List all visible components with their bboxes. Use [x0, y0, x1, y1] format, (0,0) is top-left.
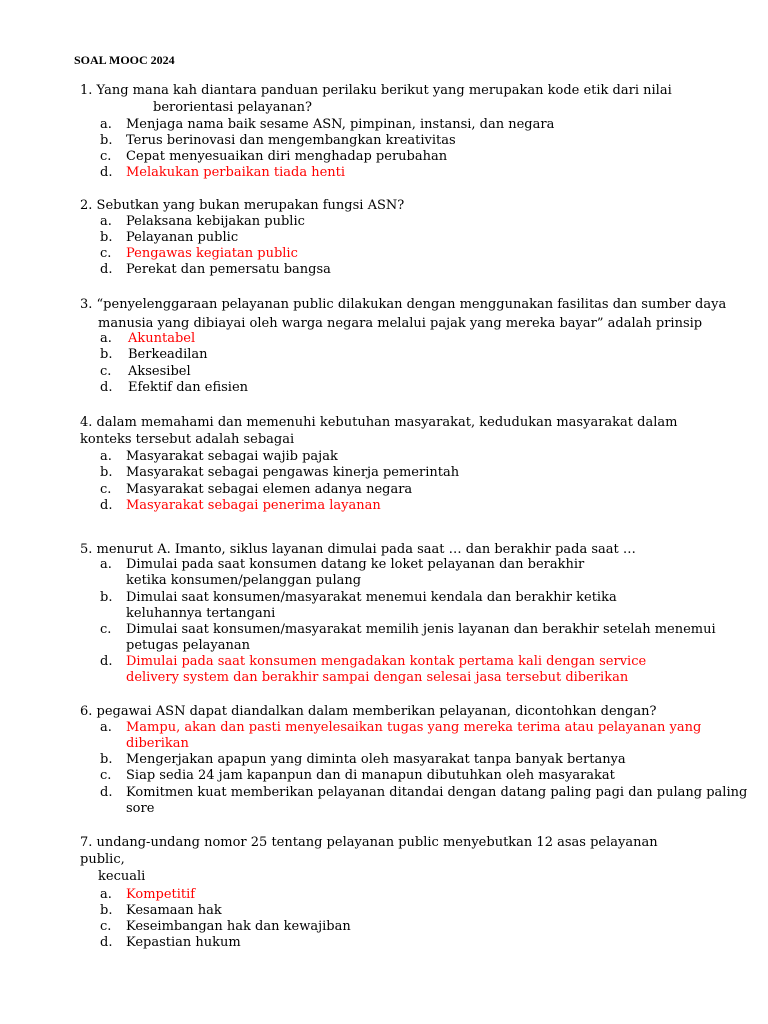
option-letter: b.: [100, 465, 113, 480]
option-text: Mengerjakan apapun yang diminta oleh masyarakat tanpa banyak bertanya: [126, 752, 626, 767]
option-text: Terus berinovasi dan mengembangkan kreativitas: [126, 133, 456, 148]
question-4-text: 4. dalam memahami dan memenuhi kebutuhan masyarakat, kedudukan masyarakat dalam: [80, 415, 678, 430]
option-text: Siap sedia 24 jam kapanpun dan di manapun dibutuhkan oleh masyarakat: [126, 768, 615, 783]
option-text: petugas pelayanan: [126, 638, 251, 653]
option-letter: c.: [100, 622, 112, 637]
option-letter: c.: [100, 768, 112, 783]
correct-answer-text: diberikan: [126, 736, 189, 751]
correct-answer-text: Dimulai pada saat konsumen mengadakan kontak pertama kali dengan service: [126, 654, 647, 669]
correct-answer-text: Pengawas kegiatan public: [126, 246, 298, 261]
correct-answer-text: Akuntabel: [128, 331, 196, 346]
question-3-text: manusia yang dibiayai oleh warga negara melalui pajak yang mereka bayar” adalah prinsip: [98, 316, 703, 331]
correct-answer-text: delivery system dan berakhir sampai dengan selesai jasa tersebut diberikan: [126, 670, 629, 685]
option-letter: a.: [100, 720, 112, 735]
option-text: Masyarakat sebagai pengawas kinerja pemerintah: [126, 465, 460, 480]
option-text: sore: [126, 801, 155, 816]
option-text: Masyarakat sebagai elemen adanya negara: [126, 482, 413, 497]
option-text: Dimulai saat konsumen/masyarakat menemui kendala dan berakhir ketika: [126, 590, 617, 605]
option-letter: c.: [100, 364, 112, 379]
question-7-text: 7. undang-undang nomor 25 tentang pelayanan public menyebutkan 12 asas pelayanan: [80, 835, 658, 850]
option-text: Kesamaan hak: [126, 903, 222, 918]
option-letter: a.: [100, 214, 112, 229]
option-letter: c.: [100, 482, 112, 497]
question-5-text: 5. menurut A. Imanto, siklus layanan dimulai pada saat … dan berakhir pada saat …: [80, 542, 636, 557]
question-6-text: 6. pegawai ASN dapat diandalkan dalam memberikan pelayanan, dicontohkan dengan?: [80, 704, 657, 719]
option-text: Aksesibel: [128, 364, 191, 379]
option-text: Kepastian hukum: [126, 935, 241, 950]
correct-answer-text: Melakukan perbaikan tiada henti: [126, 165, 346, 180]
option-letter: a.: [100, 449, 112, 464]
question-4-text: konteks tersebut adalah sebagai: [80, 432, 295, 447]
option-letter: d.: [100, 165, 113, 180]
option-letter: d.: [100, 935, 113, 950]
option-text: keluhannya tertangani: [126, 606, 276, 621]
option-text: Menjaga nama baik sesame ASN, pimpinan, instansi, dan negara: [126, 117, 555, 132]
correct-answer-text: Mampu, akan dan pasti menyelesaikan tugas yang mereka terima atau pelayanan yang: [126, 720, 702, 735]
option-text: Cepat menyesuaikan diri menghadap perubahan: [126, 149, 448, 164]
option-letter: a.: [100, 887, 112, 902]
question-1-text: berorientasi pelayanan?: [153, 100, 312, 115]
option-letter: c.: [100, 919, 112, 934]
option-text: Komitmen kuat memberikan pelayanan ditandai dengan datang paling pagi dan pulang paling: [126, 785, 748, 800]
option-letter: d.: [100, 654, 113, 669]
option-letter: c.: [100, 246, 112, 261]
option-letter: b.: [100, 903, 113, 918]
option-letter: a.: [100, 557, 112, 572]
correct-answer-text: Masyarakat sebagai penerima layanan: [126, 498, 381, 513]
option-letter: b.: [100, 230, 113, 245]
option-text: Efektif dan efisien: [128, 380, 249, 395]
option-text: Dimulai saat konsumen/masyarakat memilih jenis layanan dan berakhir setelah menemui: [126, 622, 716, 637]
option-letter: d.: [100, 262, 113, 277]
option-text: Dimulai pada saat konsumen datang ke loket pelayanan dan berakhir: [126, 557, 585, 572]
correct-answer-text: Kompetitif: [126, 887, 196, 902]
option-text: ketika konsumen/pelanggan pulang: [126, 573, 362, 588]
option-text: Pelayanan public: [126, 230, 239, 245]
question-3-text: 3. “penyelenggaraan pelayanan public dilakukan dengan menggunakan fasilitas dan sumber daya: [80, 297, 727, 312]
option-letter: b.: [100, 590, 113, 605]
question-1-text: 1. Yang mana kah diantara panduan perilaku berikut yang merupakan kode etik dari nilai: [80, 83, 672, 98]
option-letter: b.: [100, 347, 113, 362]
option-letter: d.: [100, 498, 113, 513]
option-letter: d.: [100, 785, 113, 800]
question-7-text: kecuali: [98, 869, 146, 884]
option-letter: d.: [100, 380, 113, 395]
option-letter: c.: [100, 149, 112, 164]
option-text: Perekat dan pemersatu bangsa: [126, 262, 331, 277]
option-letter: a.: [100, 331, 112, 346]
question-7-text: public,: [80, 852, 125, 867]
option-text: Masyarakat sebagai wajib pajak: [126, 449, 338, 464]
option-text: Pelaksana kebijakan public: [126, 214, 305, 229]
question-2-text: 2. Sebutkan yang bukan merupakan fungsi ASN?: [80, 198, 405, 213]
option-letter: a.: [100, 117, 112, 132]
option-text: Keseimbangan hak dan kewajiban: [126, 919, 351, 934]
option-letter: b.: [100, 752, 113, 767]
option-text: Berkeadilan: [128, 347, 208, 362]
option-letter: b.: [100, 133, 113, 148]
document-title: SOAL MOOC 2024: [74, 53, 175, 67]
